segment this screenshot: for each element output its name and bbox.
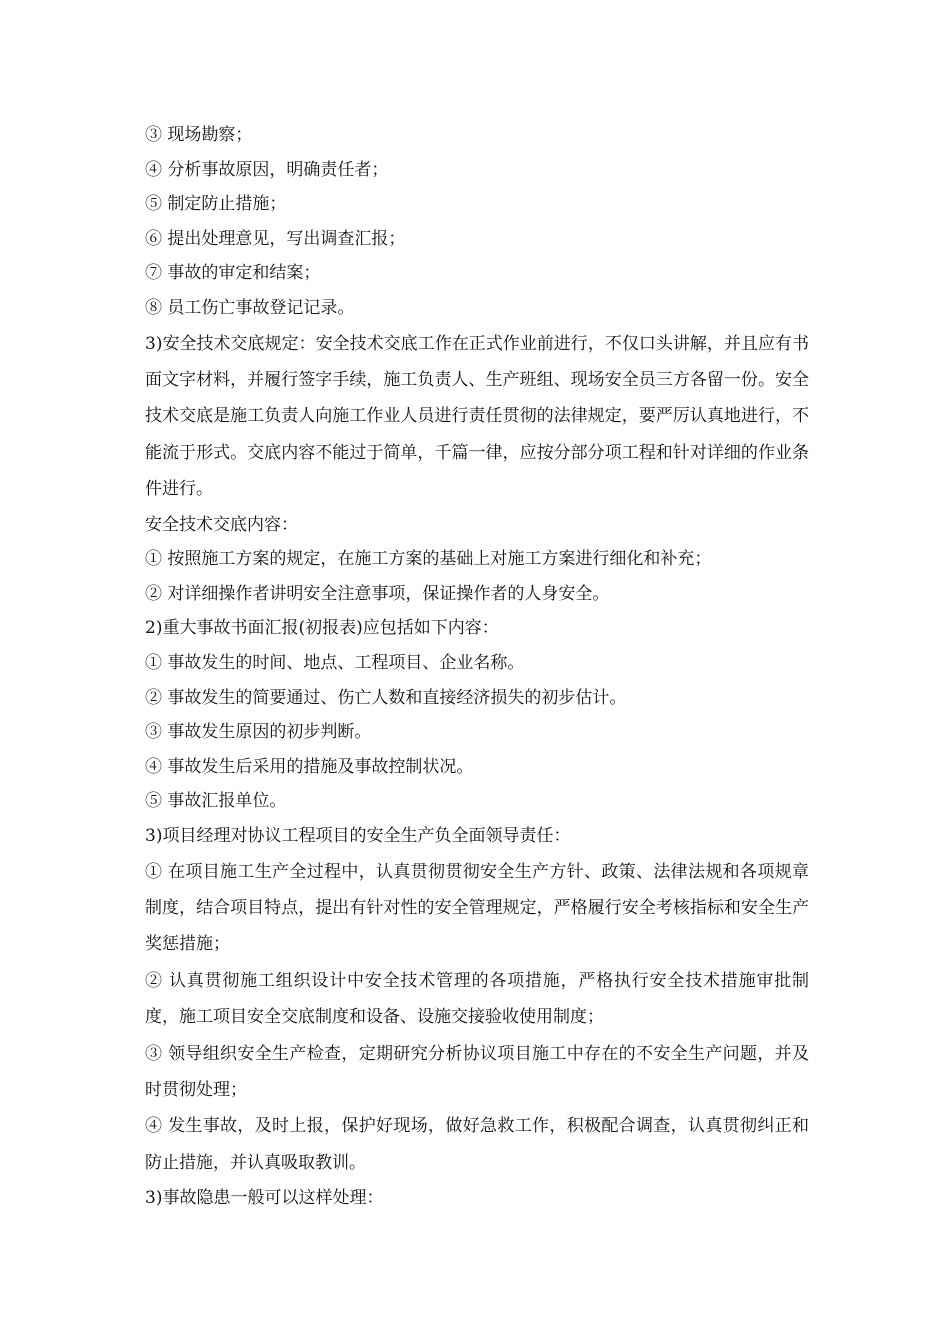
list-item: ③ 现场勘察； xyxy=(145,125,253,145)
list-item: ⑤ 事故汇报单位。 xyxy=(145,791,287,812)
safety-tech-disclosure-paragraph: 3)安全技术交底规定：安全技术交底工作在正式作业前进行，不仅口头讲解，并且应有书面文字材料，并履行签字手续，施工负责人、生产班组、现场安全员三方各留一份。安全技术交底是施工负责人向施工作业人员进行责任贯彻的法律规定，要严厉认真地进行，不能流于形式。交底内容不能过于简单，千篇一律，应按分部分项工程和针对详细的作业条件进行。 xyxy=(145,333,809,500)
section-heading: 安全技术交底内容： xyxy=(145,514,298,535)
list-item: ② 事故发生的简要通过、伤亡人数和直接经济损失的初步估计。 xyxy=(145,687,627,708)
list-item-paragraph: ① 在项目施工生产全过程中，认真贯彻贯彻安全生产方针、政策、法律法规和各项规章制度，结合项目特点，提出有针对性的安全管理规定，严格履行安全考核指标和安全生产奖惩措施； xyxy=(145,861,809,955)
list-item: ⑤ 制定防止措施； xyxy=(145,194,287,215)
list-item: ⑥ 提出处理意见，写出调查汇报； xyxy=(145,228,406,249)
section-heading: 3)项目经理对协议工程项目的安全生产负全面领导责任： xyxy=(145,825,571,846)
section-heading: 3)事故隐患一般可以这样处理： xyxy=(145,1188,384,1209)
list-item-paragraph: ③ 领导组织安全生产检查，定期研究分析协议项目施工中存在的不安全生产问题，并及时贯彻处理； xyxy=(145,1043,809,1100)
list-item: ② 对详细操作者讲明安全注意事项，保证操作者的人身安全。 xyxy=(145,583,610,604)
list-item: ④ 事故发生后采用的措施及事故控制状况。 xyxy=(145,756,474,777)
list-item: ⑧ 员工伤亡事故登记记录。 xyxy=(145,297,355,318)
list-item: ⑦ 事故的审定和结案； xyxy=(145,263,321,284)
list-item-paragraph: ② 认真贯彻施工组织设计中安全技术管理的各项措施，严格执行安全技术措施审批制度，施工项目安全交底制度和设备、设施交接验收使用制度； xyxy=(145,970,809,1028)
list-item-paragraph: ④ 发生事故，及时上报，保护好现场，做好急救工作，积极配合调查，认真贯彻纠正和防止措施，并认真吸取教训。 xyxy=(145,1116,809,1173)
document-body xyxy=(145,118,809,1216)
list-item: ③ 事故发生原因的初步判断。 xyxy=(145,722,372,743)
list-item: ① 按照施工方案的规定，在施工方案的基础上对施工方案进行细化和补充； xyxy=(145,549,712,570)
section-heading: 2)重大事故书面汇报(初报表)应包括如下内容： xyxy=(145,618,499,639)
list-item: ④ 分析事故原因，明确责任者； xyxy=(145,159,389,180)
list-item: ① 事故发生的时间、地点、工程项目、企业名称。 xyxy=(145,652,525,673)
